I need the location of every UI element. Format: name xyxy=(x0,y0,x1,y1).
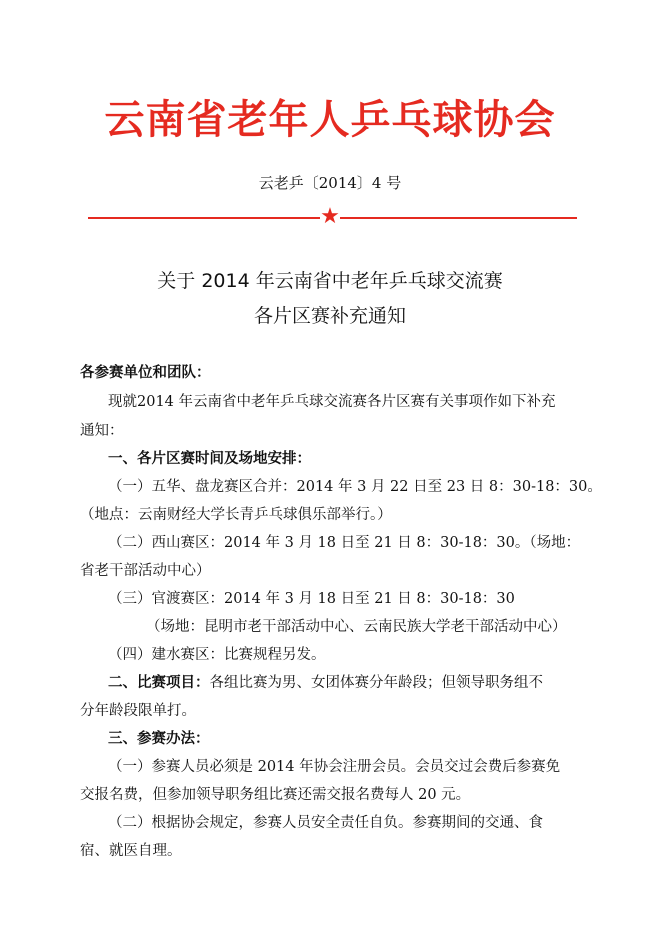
header-rule-left xyxy=(88,217,320,219)
section-1-item-3-line-1: （三）官渡赛区：2014 年 3 月 18 日至 21 日 8：30-18：30 xyxy=(108,591,515,607)
section-3-heading: 三、参赛办法： xyxy=(108,731,210,747)
section-2-text-line-2: 分年龄段限单打。 xyxy=(80,703,196,719)
notice-title-line-1: 关于 2014 年云南省中老年乒乓球交流赛 xyxy=(157,270,503,292)
document-number: 云老乒〔2014〕4 号 xyxy=(258,174,402,192)
section-1-item-3-line-2: （场地：昆明市老干部活动中心、云南民族大学老干部活动中心） xyxy=(146,619,567,635)
section-3-item-2-line-2: 宿、就医自理。 xyxy=(80,843,182,859)
section-1-item-1-line-1: （一）五华、盘龙赛区合并：2014 年 3 月 22 日至 23 日 8：30-18：30。 xyxy=(108,479,602,495)
section-2-heading: 二、比赛项目： xyxy=(108,675,210,691)
section-1-item-2-line-1: （二）西山赛区：2014 年 3 月 18 日至 21 日 8：30-18：30。（场地： xyxy=(108,535,581,551)
section-2-text: 各组比赛为男、女团体赛分年龄段；但领导职务组不 xyxy=(209,675,543,691)
section-3-item-1-line-1: （一）参赛人员必须是 2014 年协会注册会员。会员交过会费后参赛免 xyxy=(108,759,561,775)
section-3-item-1-line-2: 交报名费，但参加领导职务组比赛还需交报名费每人 20 元。 xyxy=(80,787,471,803)
section-1-item-1-line-2: （地点：云南财经大学长青乒乓球俱乐部举行。） xyxy=(80,507,392,523)
notice-title-line-2: 各片区赛补充通知 xyxy=(253,305,406,327)
section-2-paragraph xyxy=(108,673,543,693)
section-3-item-2-line-1: （二）根据协会规定，参赛人员安全责任自负。参赛期间的交通、食 xyxy=(108,815,543,831)
section-1-item-4: （四）建水赛区：比赛规程另发。 xyxy=(108,647,326,663)
header-rule-right xyxy=(340,217,577,219)
intro-line-1: 现就2014 年云南省中老年乒乓球交流赛各片区赛有关事项作如下补充 xyxy=(108,394,556,410)
section-1-heading: 一、各片区赛时间及场地安排： xyxy=(108,451,311,467)
intro-line-2: 通知： xyxy=(80,423,124,439)
salutation: 各参赛单位和团队： xyxy=(80,365,211,381)
section-1-item-2-line-2: 省老干部活动中心） xyxy=(80,563,211,579)
organization-name: 云南省老年人乒乓球协会 xyxy=(104,96,556,143)
star-icon: ★ xyxy=(320,204,340,229)
